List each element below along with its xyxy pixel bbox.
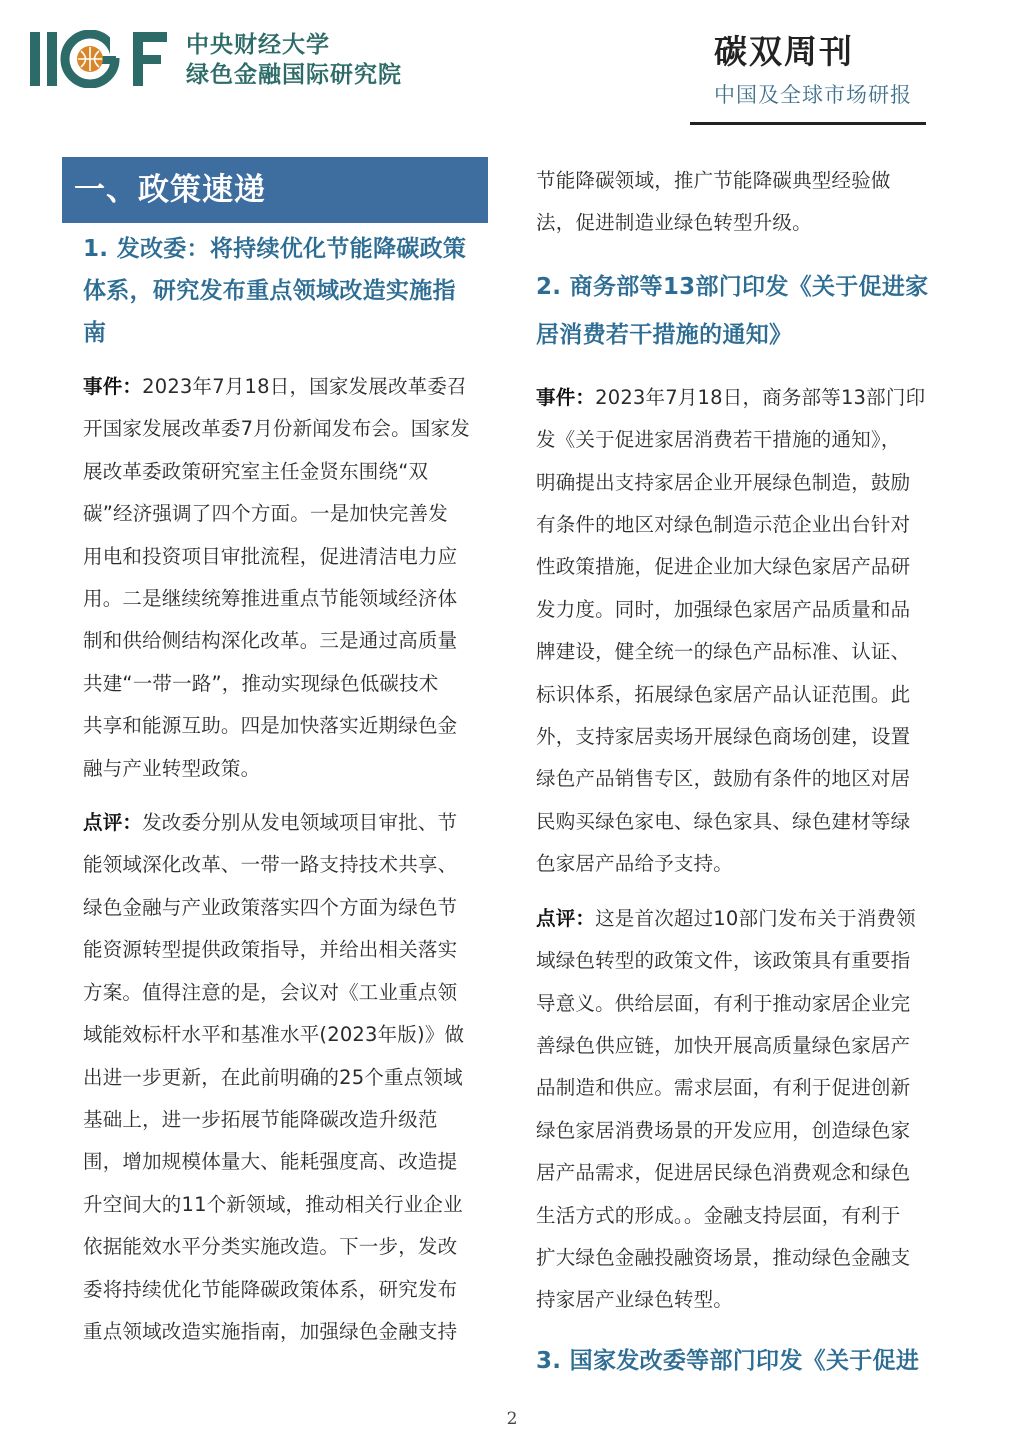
header-divider [690, 122, 926, 125]
comment-label: 点评： [536, 906, 596, 930]
text-line: 开国家发展改革委7月份新闻发布会。国家发 [83, 417, 470, 441]
text-line: 重点领域改造实施指南，加强绿色金融支持 [83, 1319, 458, 1343]
text-line: 善绿色供应链，加快开展高质量绿色家居产 [536, 1033, 911, 1057]
text-line: 有条件的地区对绿色制造示范企业出台针对 [536, 513, 911, 537]
comment-label: 点评： [83, 811, 143, 835]
text-line: 升空间大的11个新领域，推动相关行业企业 [83, 1192, 463, 1216]
text-line: 共享和能源互助。四是加快落实近期绿色金 [83, 714, 458, 738]
text-line: 生活方式的形成。。金融支持层面，有利于 [536, 1203, 901, 1227]
item-1-comment-continued [536, 160, 942, 245]
event-label: 事件： [83, 375, 143, 398]
event-label: 事件： [536, 385, 596, 409]
text-line: 发改委分别从发电领域项目审批、节 [142, 811, 458, 835]
item-1-event [62, 366, 488, 790]
text-line: 导意义。供给层面，有利于推动家居企业完 [536, 991, 911, 1015]
text-line: 域绿色转型的政策文件，该政策具有重要指 [536, 949, 911, 973]
text-line: 节能降碳领域，推广节能降碳典型经验做 [536, 169, 891, 192]
text-line: 碳”经济强调了四个方面。一是加快完善发 [83, 502, 448, 526]
text-line: 用。二是继续统筹推进重点节能领域经济体 [83, 587, 458, 611]
text-line: 共建“一带一路”，推动实现绿色低碳技术 [83, 671, 439, 695]
text-line: 2023年7月18日，商务部等13部门印 [595, 385, 926, 409]
text-line: 法，促进制造业绿色转型升级。 [536, 211, 812, 235]
text-line: 这是首次超过10部门发布关于消费领 [595, 906, 916, 930]
text-line: 品制造和供应。需求层面，有利于促进创新 [536, 1076, 911, 1100]
text-line: 居产品需求，促进居民绿色消费观念和绿色 [536, 1161, 911, 1185]
text-line: 融与产业转型政策。 [83, 756, 261, 780]
item-1-title-line: 1. 发改委：将持续优化节能降碳政策 [83, 236, 467, 262]
text-line: 发力度。同时，加强绿色家居产品质量和品 [536, 597, 911, 621]
text-line: 外，支持家居卖场开展绿色商场创建，设置 [536, 725, 911, 749]
text-line: 发《关于促进家居消费若干措施的通知》， [536, 428, 901, 452]
text-line: 标识体系，拓展绿色家居产品认证范围。此 [536, 682, 911, 706]
text-line: 域能效标杆水平和基准水平(2023年版)》做 [83, 1023, 465, 1047]
org-line-1: 中央财经大学 [186, 32, 330, 58]
text-line: 制和供给侧结构深化改革。三是通过高质量 [83, 629, 458, 653]
item-2-comment [536, 898, 942, 1322]
left-column [62, 157, 488, 1353]
iigf-logo-icon [30, 30, 178, 88]
section-heading: 一、政策速递 [62, 157, 488, 223]
item-3-title-line: 3. 国家发改委等部门印发《关于促进 [536, 1347, 920, 1374]
text-line: 能资源转型提供政策指导，并给出相关落实 [83, 938, 458, 962]
text-line: 性政策措施，促进企业加大绿色家居产品研 [536, 555, 911, 579]
text-line: 围，增加规模体量大、能耗强度高、改造提 [83, 1150, 458, 1174]
text-line: 方案。值得注意的是，会议对《工业重点领 [83, 980, 458, 1004]
text-line: 依据能效水平分类实施改造。下一步，发改 [83, 1235, 458, 1259]
organization-name [186, 30, 402, 90]
right-column [536, 160, 942, 1382]
text-line: 基础上，进一步拓展节能降碳改造升级范 [83, 1107, 438, 1131]
text-line: 绿色金融与产业政策落实四个方面为绿色节 [83, 895, 458, 919]
text-line: 民购买绿色家电、绿色家具、绿色建材等绿 [536, 809, 911, 833]
item-1-comment [62, 802, 488, 1353]
item-1-title-line: 体系，研究发布重点领域改造实施指 [83, 278, 456, 304]
text-line: 牌建设，健全统一的绿色产品标准、认证、 [536, 640, 911, 664]
item-2-title-line: 2. 商务部等13部门印发《关于促进家 [536, 273, 929, 300]
text-line: 出进一步更新，在此前明确的25个重点领域 [83, 1065, 463, 1089]
text-line: 绿色家居消费场景的开发应用，创造绿色家 [536, 1118, 911, 1142]
text-line: 能领域深化改革、一带一路支持技术共享、 [83, 853, 458, 877]
item-2-title [536, 263, 942, 359]
org-line-2: 绿色金融国际研究院 [186, 62, 402, 88]
journal-subtitle: 中国及全球市场研报 [714, 83, 912, 107]
text-line: 扩大绿色金融投融资场景，推动绿色金融支 [536, 1245, 911, 1269]
item-2-event [536, 377, 942, 886]
text-line: 用电和投资项目审批流程，促进清洁电力应 [83, 544, 458, 568]
text-line: 2023年7月18日，国家发展改革委召 [142, 375, 467, 398]
item-2-title-line: 居消费若干措施的通知》 [536, 321, 793, 348]
page-number: 2 [506, 1409, 518, 1429]
text-line: 绿色产品销售专区，鼓励有条件的地区对居 [536, 767, 911, 791]
text-line: 色家居产品给予支持。 [536, 852, 734, 876]
journal-title: 碳双周刊 [714, 32, 854, 71]
item-3-title [536, 1340, 942, 1382]
text-line: 展改革委政策研究室主任金贤东围绕“双 [83, 459, 429, 483]
text-line: 委将持续优化节能降碳政策体系，研究发布 [83, 1277, 458, 1301]
text-line: 持家居产业绿色转型。 [536, 1288, 734, 1312]
item-1-title-line: 南 [83, 320, 107, 346]
text-line: 明确提出支持家居企业开展绿色制造，鼓励 [536, 470, 911, 494]
item-1-title [62, 228, 488, 354]
